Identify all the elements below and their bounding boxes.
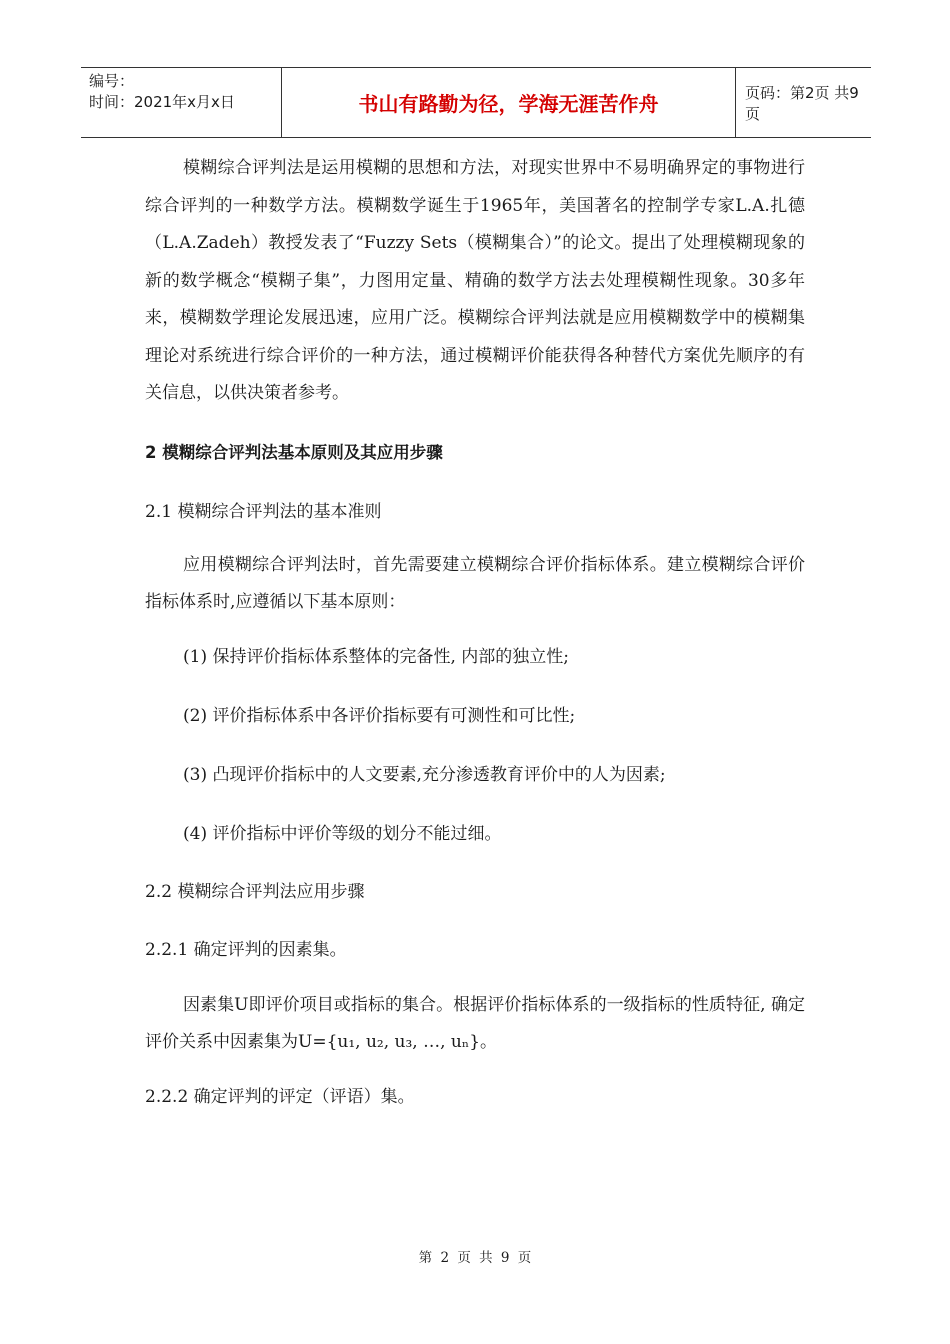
- header-meta: [81, 68, 281, 137]
- document-number-label: 编号：: [89, 72, 135, 90]
- page-header: [81, 67, 871, 138]
- principle-item: (3) 凸现评价指标中的人文要素,充分渗透教育评价中的人为因素;: [183, 764, 666, 785]
- section-2-2-1-paragraph: 因素集U即评价项目或指标的集合。根据评价指标体系的一级指标的性质特征, 确定评价关系中因素集为U={u₁, u₂, u₃, …, uₙ}。: [145, 994, 805, 1052]
- principle-item: (1) 保持评价指标体系整体的完备性, 内部的独立性;: [183, 646, 570, 667]
- intro-paragraph: 模糊综合评判法是运用模糊的思想和方法，对现实世界中不易明确界定的事物进行综合评判的一种数学方法。模糊数学诞生于1965年，美国著名的控制学专家L.A.扎德（L.A.Zadeh）教授发表了“Fuzzy Sets（模糊集合）”的论文。提出了处理模糊现象的新的数学概念“模糊子集”，力图用定量、精确的数学方法去处理模糊性现象。30多年来，模糊数学理论发展迅速，应用广泛。模糊综合评判法就是应用模糊数学中的模糊集理论对系统进行综合评价的一种方法，通过模糊评价能获得各种替代方案优先顺序的有关信息，以供决策者参考。: [145, 158, 805, 403]
- principle-item: (2) 评价指标体系中各评价指标要有可测性和可比性;: [183, 705, 576, 726]
- header-slogan-cell: [281, 68, 736, 137]
- section-2-2-1-heading: 2.2.1 确定评判的因素集。: [145, 939, 347, 960]
- principle-item: (4) 评价指标中评价等级的划分不能过细。: [183, 823, 502, 844]
- section-2-1-heading: 2.1 模糊综合评判法的基本准则: [145, 501, 382, 522]
- section-2-2-2-heading: 2.2.2 确定评判的评定（评语）集。: [145, 1086, 415, 1107]
- header-page-info: 页码：第2页 共9页: [745, 83, 859, 123]
- section-2-1-paragraph: 应用模糊综合评判法时，首先需要建立模糊综合评价指标体系。建立模糊综合评价指标体系时,应遵循以下基本原则：: [145, 554, 805, 612]
- header-slogan: 书山有路勤为径，学海无涯苦作舟: [358, 92, 659, 116]
- page-footer: 第 2 页 共 9 页: [418, 1250, 532, 1266]
- section-2-2-heading: 2.2 模糊综合评判法应用步骤: [145, 881, 365, 902]
- document-date-label: 时间：2021年x月x日: [89, 93, 235, 111]
- document-body: [145, 150, 805, 1110]
- section-2-heading: 2 模糊综合评判法基本原则及其应用步骤: [145, 442, 443, 462]
